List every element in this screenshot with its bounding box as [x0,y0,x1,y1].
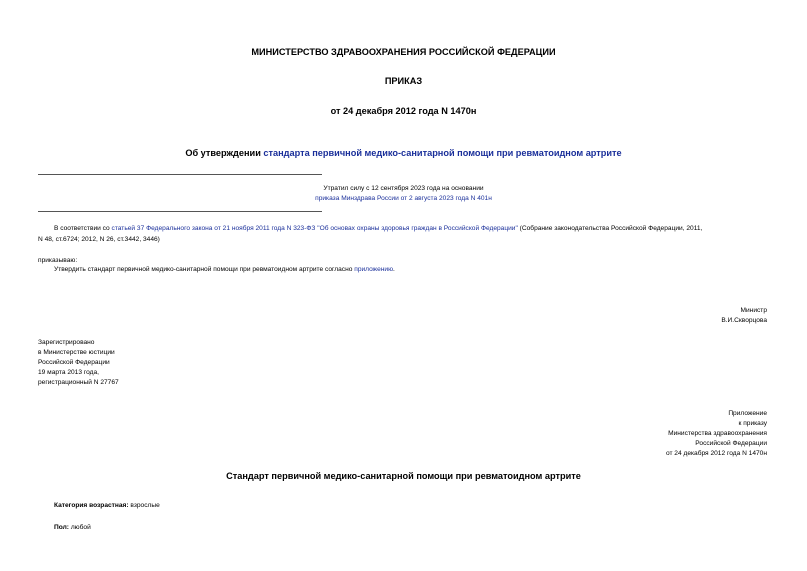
preamble-prefix: В соответствии со [54,225,112,232]
expiry-note-text: Утратил силу с 12 сентября 2023 года на основании [323,185,484,192]
sex-category [54,523,91,533]
expiry-note [0,184,807,204]
order-title-prefix: Об утверждении [185,148,264,158]
appendix-line: Приложение [728,410,767,417]
signature-name: В.И.Скворцова [721,317,767,324]
registration-line: в Министерстве юстиции [38,349,115,356]
registration-line: Российской Федерации [38,359,110,366]
sex-value: любой [69,524,91,531]
standard-title-link[interactable]: стандарта первичной медико-санитарной помощи при ревматоидном артрите [263,148,622,158]
signature-block [721,306,767,326]
appendix-line: от 24 декабря 2012 года N 1470н [665,450,767,457]
approve-suffix: . [393,266,395,273]
preamble-line-2: N 48, ст.6724; 2012, N 26, ст.3442, 3446) [38,236,160,243]
order-prikazyvayu: приказываю: [38,257,78,264]
ministry-heading: МИНИСТЕРСТВО ЗДРАВООХРАНЕНИЯ РОССИЙСКОЙ ФЕДЕРАЦИИ [251,47,556,57]
order-approve-clause [54,265,395,275]
age-category-value: взрослые [128,502,160,509]
law-article-link[interactable]: статьей 37 Федерального закона от 21 ноября 2011 года N 323-ФЗ "Об основах охраны здоровья граждан в Российской Федерации" [111,225,518,232]
sex-label: Пол: [54,524,69,531]
registration-line: регистрационный N 27767 [38,379,119,386]
appendix-line: к приказу [738,420,767,427]
registration-line: Зарегистрировано [38,339,95,346]
registration-block [38,338,119,388]
preamble-suffix: (Собрание законодательства Российской Федерации, 2011, [517,225,703,232]
standard-title: Стандарт первичной медико-санитарной помощи при ревматоидном артрите [226,471,581,481]
signature-role: Министр [740,307,767,314]
doc-type-heading: ПРИКАЗ [384,76,423,86]
approve-prefix: Утвердить стандарт первичной медико-санитарной помощи при ревматоидном артрите согласно [54,266,355,273]
divider-top [38,174,322,175]
divider-bottom [38,211,322,212]
registration-line: 19 марта 2013 года, [38,369,99,376]
appendix-line: Министерства здравоохранения [668,430,767,437]
appendix-link[interactable]: приложению [354,266,394,273]
preamble-line-1 [54,224,774,234]
age-category-label: Категория возрастная: [54,502,129,509]
appendix-block [666,409,767,459]
order-title [0,148,807,158]
order-date-number: от 24 декабря 2012 года N 1470н [330,106,477,116]
age-category [54,501,160,511]
expiry-order-link[interactable]: приказа Минздрава России от 2 августа 2023 года N 401н [315,195,492,202]
appendix-line: Российской Федерации [695,440,767,447]
